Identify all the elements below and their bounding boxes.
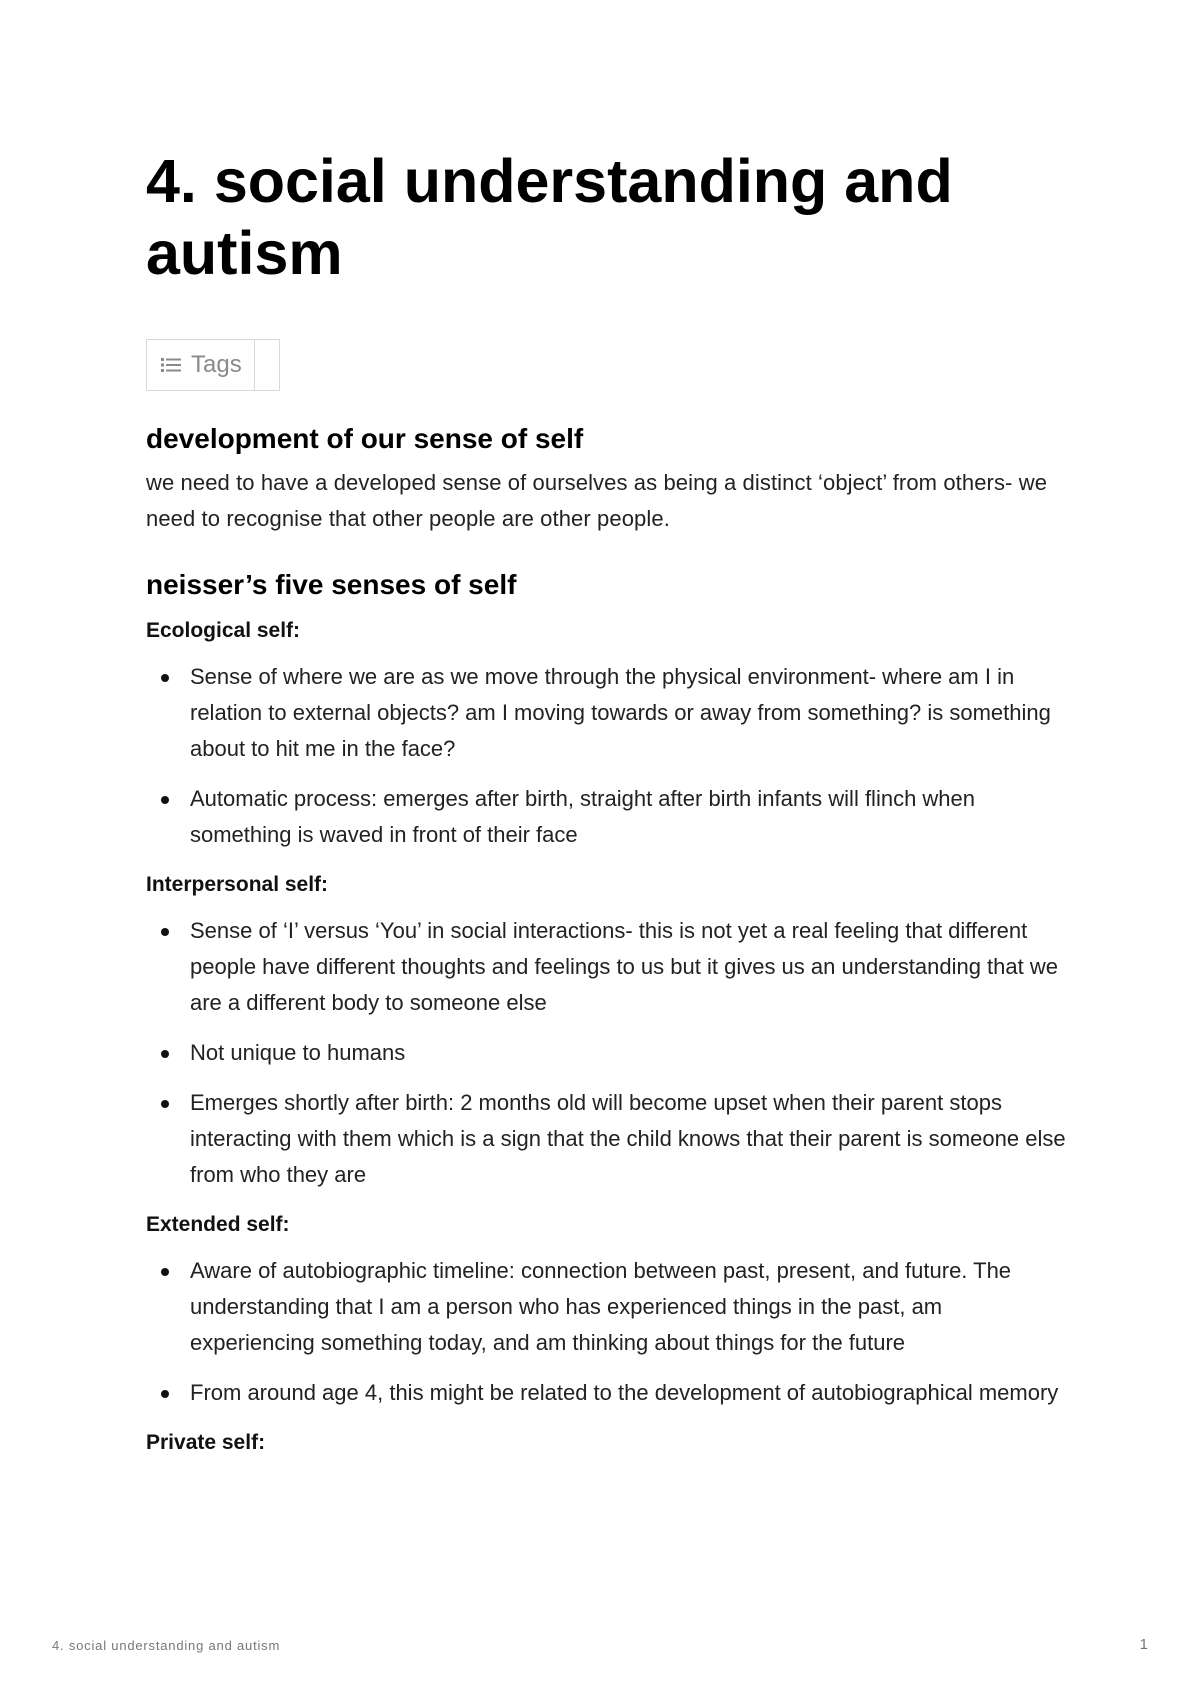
- ecological-self-label: Ecological self:: [146, 619, 301, 642]
- tags-property-label: [147, 340, 255, 390]
- tags-property[interactable]: [146, 339, 280, 391]
- list-icon: [161, 357, 181, 373]
- page-title: 4. social understanding and autism: [146, 147, 953, 287]
- list-item: Sense of where we are as we move through the physical environment- where am I in relation to external objects? am I moving towards or away from something? is something about to hit me in the face?: [146, 659, 1066, 767]
- private-self-label: Private self:: [146, 1431, 266, 1454]
- page-content: [146, 145, 1066, 1461]
- footer-doc-title: 4. social understanding and autism: [52, 1638, 281, 1653]
- ecological-self-list: [146, 659, 1066, 853]
- list-item: Sense of ‘I’ versus ‘You’ in social interactions- this is not yet a real feeling that different people have different thoughts and feelings to us but it gives us an understanding that we are a different body to someone else: [146, 913, 1066, 1021]
- list-item: From around age 4, this might be related to the development of autobiographical memory: [146, 1375, 1066, 1411]
- list-item: Aware of autobiographic timeline: connection between past, present, and future. The understanding that I am a person who has experienced things in the past, am experiencing something today, and am thinking about things for the future: [146, 1253, 1066, 1361]
- extended-self-list: [146, 1253, 1066, 1411]
- development-paragraph: we need to have a developed sense of ourselves as being a distinct ‘object’ from others- we need to recognise that other people are other people.: [146, 470, 1048, 531]
- list-item: Not unique to humans: [146, 1035, 1066, 1071]
- list-item: Emerges shortly after birth: 2 months old will become upset when their parent stops interacting with them which is a sign that the child knows that their parent is someone else from who they are: [146, 1085, 1066, 1193]
- interpersonal-self-list: [146, 913, 1066, 1193]
- section-heading-development: development of our sense of self: [146, 423, 584, 454]
- list-item: Automatic process: emerges after birth, straight after birth infants will flinch when something is waved in front of their face: [146, 781, 1066, 853]
- tags-label: Tags: [191, 351, 242, 378]
- section-heading-neisser: neisser’s five senses of self: [146, 569, 517, 600]
- footer-page-number: 1: [1139, 1636, 1148, 1653]
- tags-value[interactable]: [255, 340, 279, 390]
- extended-self-label: Extended self:: [146, 1213, 290, 1236]
- interpersonal-self-label: Interpersonal self:: [146, 873, 329, 896]
